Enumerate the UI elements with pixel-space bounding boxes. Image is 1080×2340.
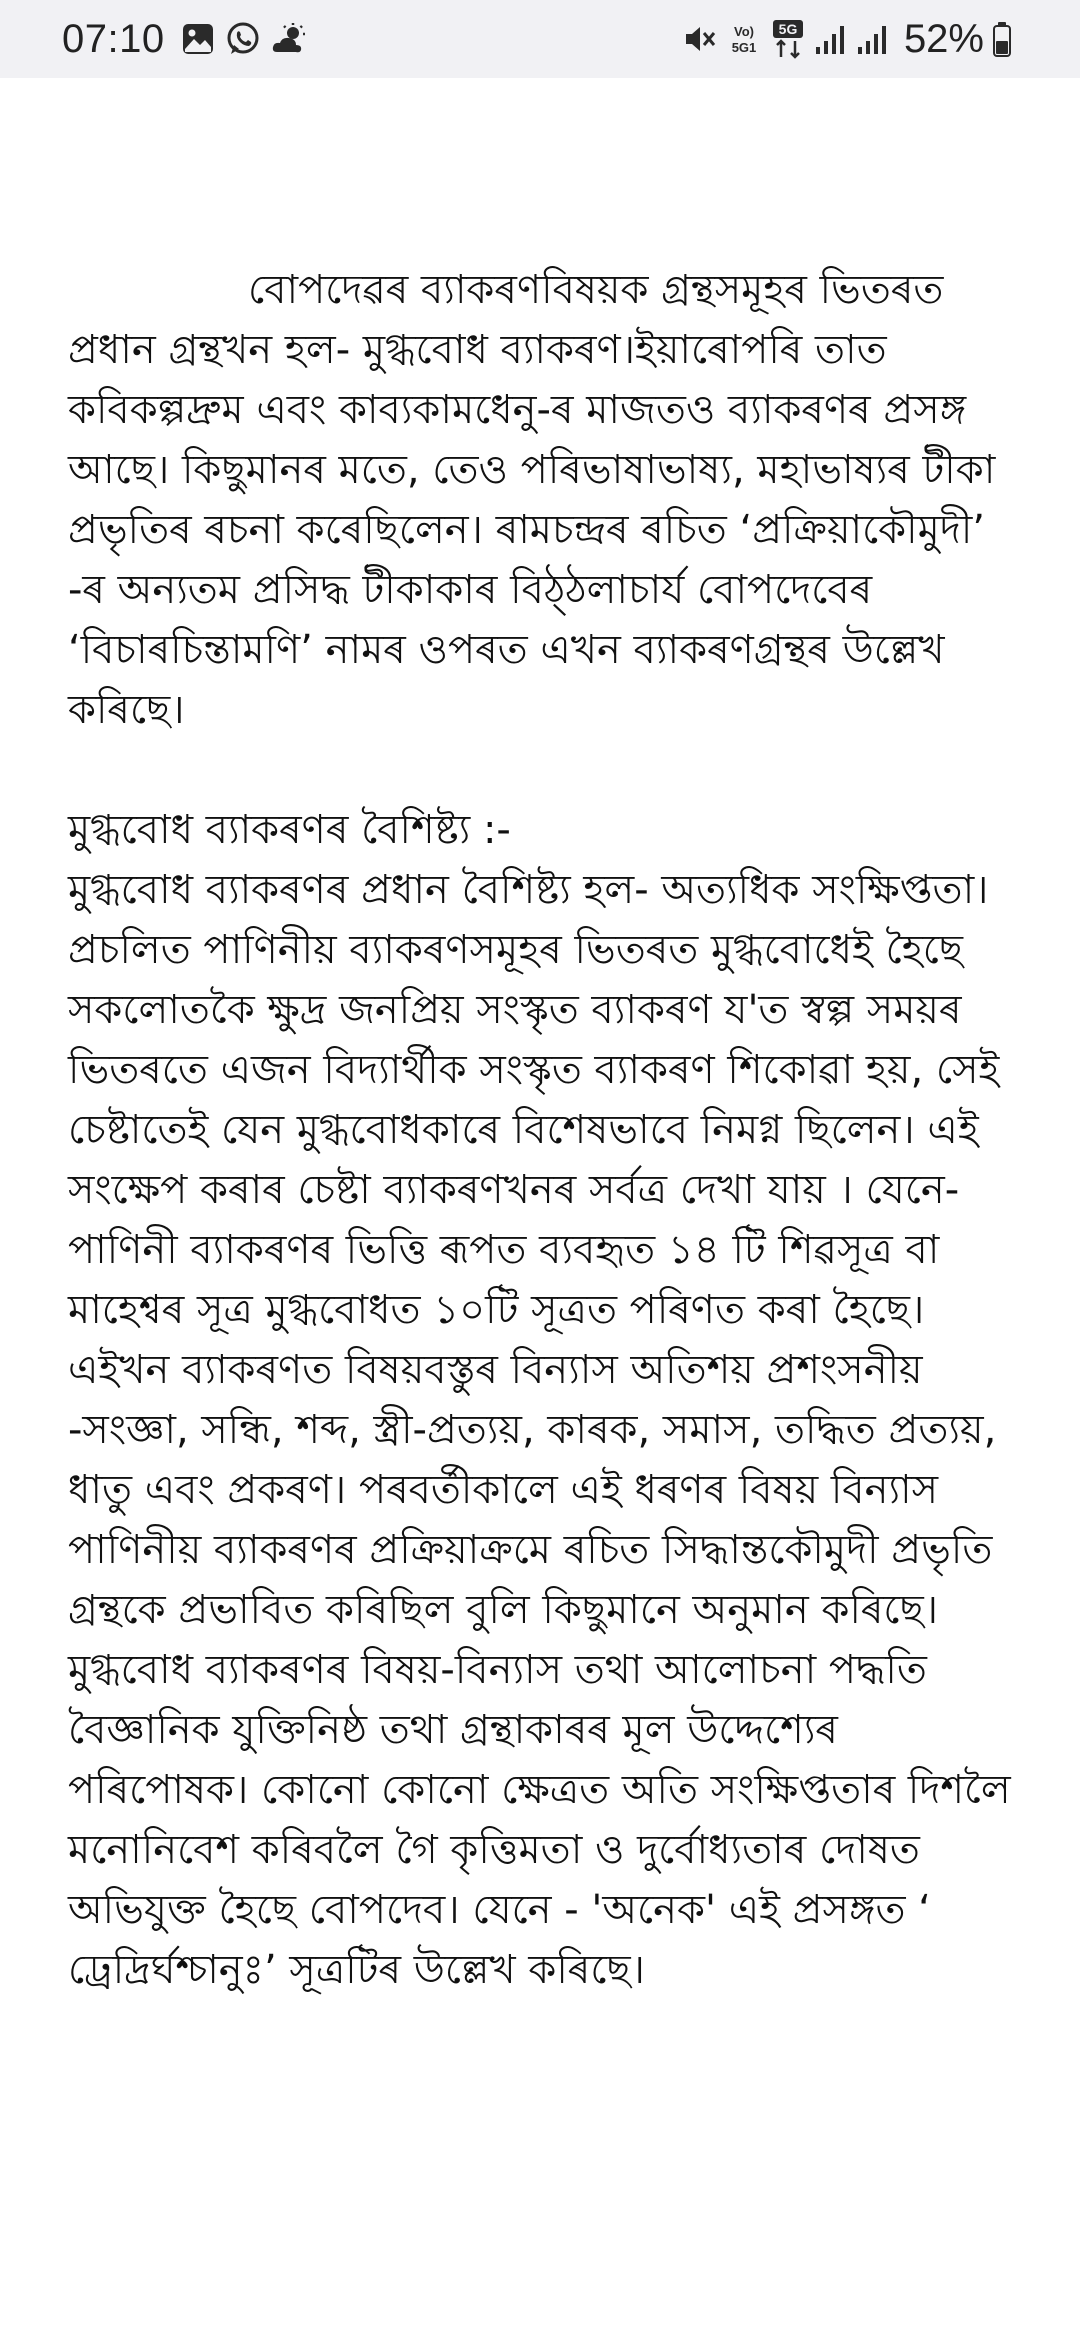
paragraph-intro: বোপদেৱৰ ব্যাকৰণবিষয়ক গ্ৰন্থসমূহৰ ভিতৰত প্ৰধান গ্ৰন্থখন হল- মুগ্ধবোধ ব্যাকৰণ।ইয়াৰোপৰি তাত কবিকল্পদ্ৰুম এবং কাব্যকামধেনু-ৰ মাজতও ব্যাকৰণৰ প্ৰসঙ্গ আছে। কিছুমানৰ মতে, তেও পৰিভাষাভাষ্য, মহাভাষ্যৰ টীকা প্ৰভৃতিৰ ৰচনা কৰেছিলেন। ৰামচন্দ্ৰৰ ৰচিত ‘প্ৰক্ৰিয়াকৌমুদী’ -ৰ অন্যতম প্ৰসিদ্ধ টীকাকাৰ বিঠ্ঠলাচাৰ্য বোপদেবেৰ ‘বিচাৰচিন্তামণি’ নামৰ ওপৰত এখন ব্যাকৰণগ্ৰন্থৰ উল্লেখ কৰিছে।	[68, 267, 996, 733]
signal-icon-2	[856, 23, 890, 55]
paragraph-spacer	[68, 740, 1028, 800]
paragraph-features: মুগ্ধবোধ ব্যাকৰণৰ প্ৰধান বৈশিষ্ট্য হল- অত্যধিক সংক্ষিপ্ততা। প্ৰচলিত পাণিনীয় ব্যাকৰণসমূহৰ ভিতৰত মুগ্ধবোধেই হৈছে সকলোতকৈ ক্ষুদ্ৰ জনপ্ৰিয় সংস্কৃত ব্যাকৰণ য'ত স্বল্প সময়ৰ ভিতৰতে এজন বিদ্যাৰ্থীক সংস্কৃত ব্যাকৰণ শিকোৱা হয়, সেই চেষ্টাতেই যেন মুগ্ধবোধকাৰে বিশেষভাবে নিমগ্ন ছিলেন। এই সংক্ষেপ কৰাৰ চেষ্টা ব্যাকৰণখনৰ সৰ্বত্ৰ দেখা যায় । যেনে- পাণিনী ব্যাকৰণৰ ভিত্তি ৰূপত ব্যবহৃত ১৪ টি শিৱসূত্ৰ বা মাহেশ্বৰ সূত্ৰ মুগ্ধবোধত ১০টি সূত্ৰত পৰিণত কৰা হৈছে। এইখন ব্যাকৰণত বিষয়বস্তুৰ বিন্যাস অতিশয় প্ৰশংসনীয় -সংজ্ঞা, সন্ধি, শব্দ, স্ত্ৰী-প্ৰত্যয়, কাৰক, সমাস, তদ্ধিত প্ৰত্যয়, ধাতু এবং প্ৰকৰণ। পৰবৰ্তীকালে এই ধৰণৰ বিষয় বিন্যাস পাণিনীয় ব্যাকৰণৰ প্ৰক্ৰিয়াক্ৰমে ৰচিত সিদ্ধান্তকৌমুদী প্ৰভৃতি গ্ৰন্থকে প্ৰভাবিত কৰিছিল বুলি কিছুমানে অনুমান কৰিছে। মুগ্ধবোধ ব্যাকৰণৰ বিষয়-বিন্যাস তথা আলোচনা পদ্ধতি বৈজ্ঞানিক যুক্তিনিষ্ঠ তথা গ্ৰন্থাকাৰৰ মূল উদ্দেশ্যেৰ পৰিপোষক। কোনো কোনো ক্ষেত্ৰত অতি সংক্ষিপ্ততাৰ দিশলৈ মনোনিবেশ কৰিবলৈ গৈ কৃত্তিমতা ও দুৰ্বোধ্যতাৰ দোষত অভিযুক্ত হৈছে বোপদেব। যেনে - 'অনেক' এই প্ৰসঙ্গত ‘ ঢ্ৰেদ্ৰিৰ্ঘশ্চানুঃ’ সূত্ৰটিৰ উল্লেখ কৰিছে।	[68, 867, 1011, 1993]
status-bar	[0, 0, 1080, 78]
status-bar-left	[62, 17, 319, 62]
mute-icon	[682, 22, 718, 56]
whatsapp-icon	[225, 21, 261, 57]
article-content	[68, 260, 1028, 2000]
gallery-icon	[181, 22, 215, 56]
battery-percentage: 52%	[903, 16, 984, 61]
5g-icon	[770, 19, 806, 59]
svg-text:5G: 5G	[778, 21, 798, 37]
svg-text:5G1: 5G1	[731, 40, 757, 55]
section-heading: মুগ্ধবোধ ব্যাকৰণৰ বৈশিষ্ট্য :-	[68, 807, 511, 853]
status-bar-right	[682, 17, 1020, 62]
battery-icon	[992, 21, 1012, 57]
volte-icon	[726, 21, 762, 57]
svg-text:Vo): Vo)	[733, 24, 754, 39]
weather-icon	[271, 22, 309, 56]
signal-icon	[814, 23, 848, 55]
status-time: 07:10	[62, 16, 165, 61]
